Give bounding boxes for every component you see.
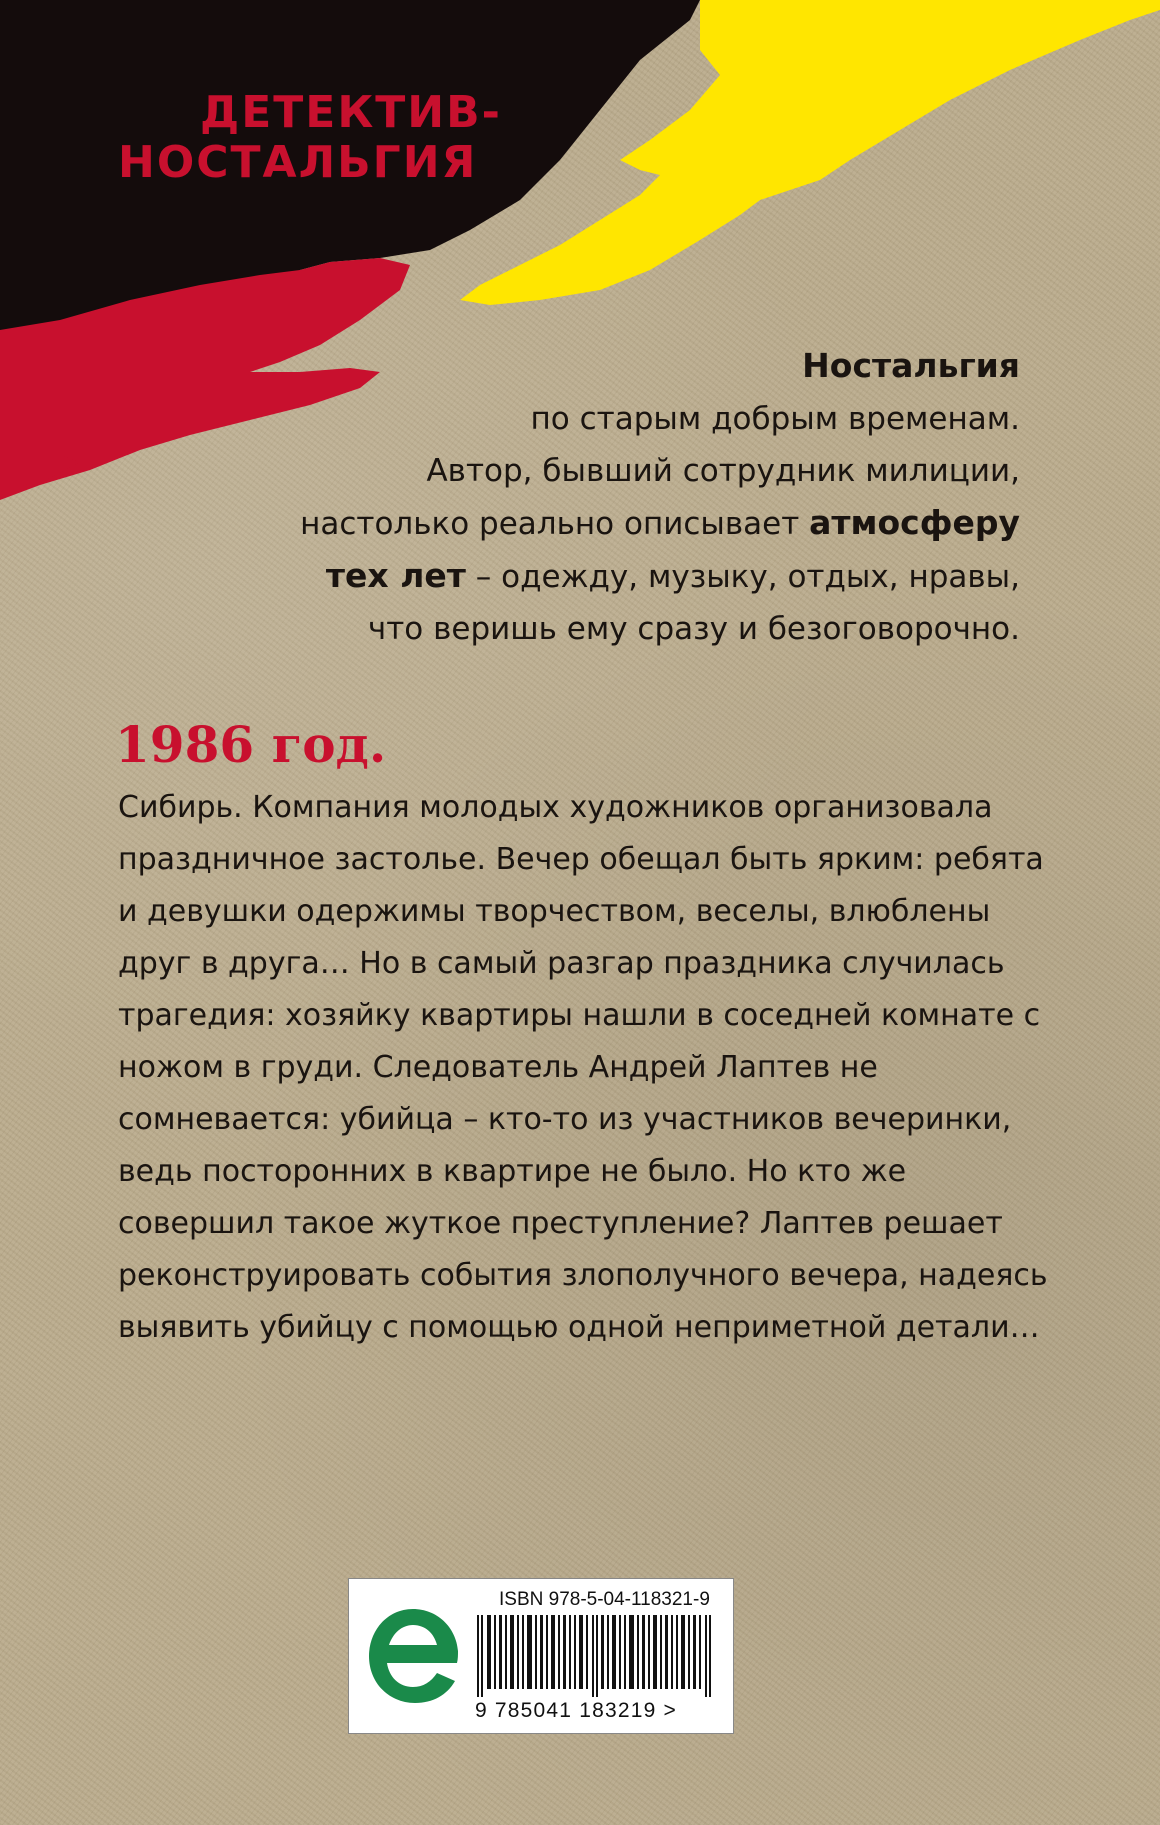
tagline-block bbox=[260, 340, 1020, 655]
series-title-line1: ДЕТЕКТИВ- bbox=[200, 87, 502, 138]
barcode-bars bbox=[477, 1615, 717, 1697]
tagline-line5-bold: тех лет bbox=[325, 556, 466, 595]
barcode-panel bbox=[348, 1578, 734, 1734]
tagline-line6: что веришь ему сразу и безоговорочно. bbox=[367, 611, 1020, 647]
series-title-line2: НОСТАЛЬГИЯ bbox=[118, 137, 478, 188]
isbn-label: ISBN 978-5-04-118321-9 bbox=[499, 1589, 710, 1610]
annotation-text: Сибирь. Компания молодых художников организовала праздничное застолье. Вечер обещал быть ярким: ребята и девушки одержимы творчеством, веселы, влюблены друг в друга… Но в самый разгар праздника случилась трагедия: хозяйку квартиры нашли в соседней комнате с ножом в груди. Следователь Андрей Лаптев не сомневается: убийца – кто-то из участников вечеринки, ведь посторонних в квартире не было. Но кто же совершил такое жуткое преступление? Лаптев решает реконструировать события злополучного вечера, надеясь выявить убийцу с помощью одной неприметной детали… bbox=[118, 790, 1048, 1345]
annotation-year: 1986 год. bbox=[115, 715, 387, 774]
tagline-line4-text: настолько реально описывает bbox=[300, 506, 810, 542]
tagline-bold-lead: Ностальгия bbox=[802, 346, 1020, 385]
publisher-logo-icon bbox=[363, 1601, 463, 1711]
barcode-digits: 9 785041 183219 > bbox=[475, 1699, 677, 1722]
series-title bbox=[118, 88, 502, 188]
tagline-line5-text: – одежду, музыку, отдых, нравы, bbox=[465, 559, 1020, 595]
tagline-line2: по старым добрым временам. bbox=[530, 401, 1020, 437]
tagline-line3: Автор, бывший сотрудник милиции, bbox=[426, 453, 1020, 489]
tagline-line4-bold: атмосферу bbox=[809, 503, 1020, 542]
